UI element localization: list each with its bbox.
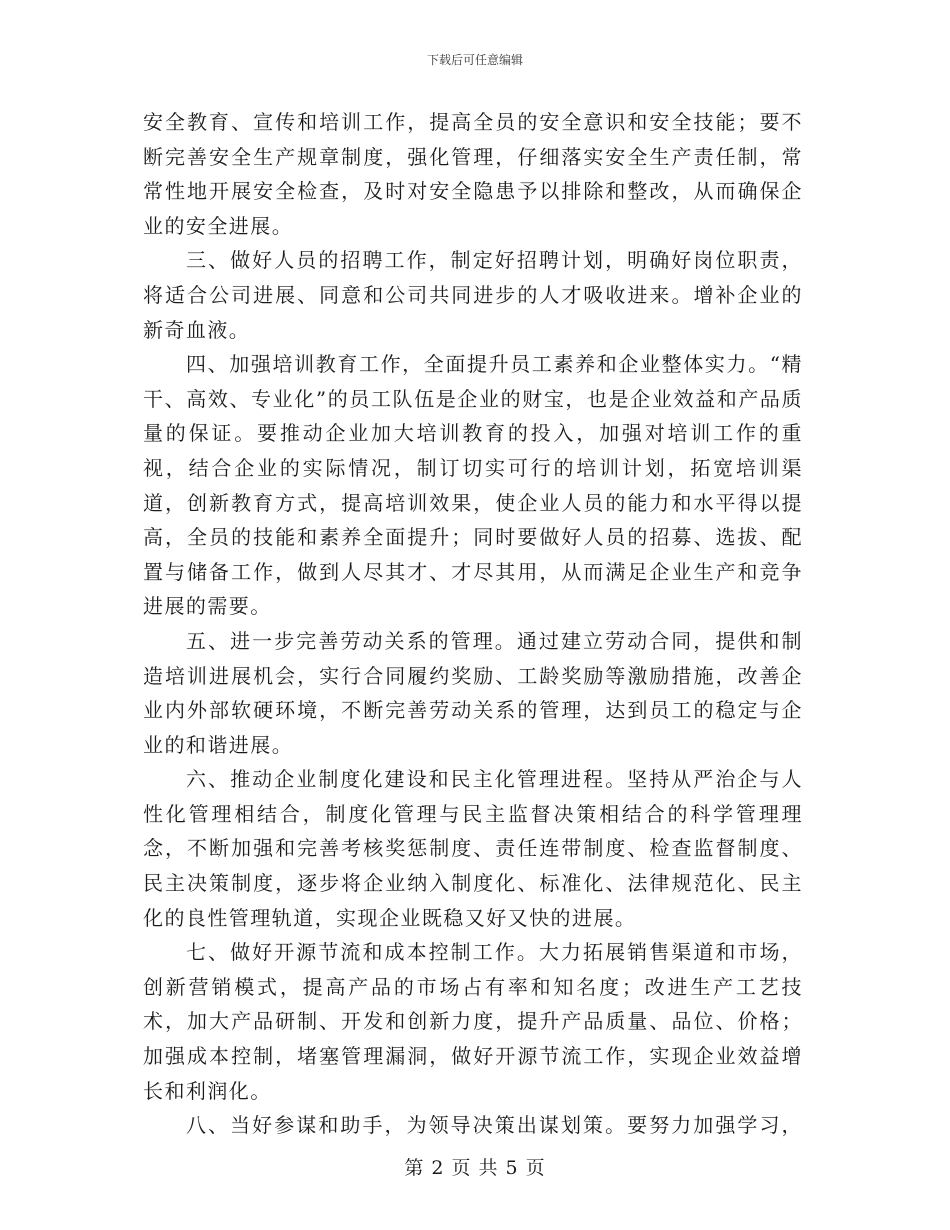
page-number: 第 2 页 共 5 页 bbox=[404, 1157, 546, 1179]
paragraph-training: 四、加强培训教育工作，全面提升员工素养和企业整体实力。“精干、高效、专业化”的员工队伍是企业的财宝，也是企业效益和产品质量的保证。要推动企业加大培训教育的投入，加强对培训工作的重视，结合企业的实际情况，制订切实可行的培训计划，拓宽培训渠道，创新教育方式，提高培训效果，使企业人员的能力和水平得以提高，全员的技能和素养全面提升；同时要做好人员的招募、选拔、配置与储备工作，做到人尽其才、才尽其用，从而满足企业生产和竞争进展的需要。 bbox=[143, 352, 803, 619]
paragraph-cost-control: 七、做好开源节流和成本控制工作。大力拓展销售渠道和市场，创新营销模式，提高产品的市场占有率和知名度；改进生产工艺技术，加大产品研制、开发和创新力度，提升产品质量、品位、价格；加强成本控制，堵塞管理漏洞，做好开源节流工作，实现企业效益增长和利润化。 bbox=[143, 940, 803, 1103]
paragraph-advisor: 八、当好参谋和助手，为领导决策出谋划策。要努力加强学习， bbox=[186, 1113, 803, 1138]
page-header: 下载后可任意编辑 bbox=[426, 53, 523, 67]
paragraph-recruitment: 三、做好人员的招聘工作，制定好招聘计划，明确好岗位职责，将适合公司进展、同意和公司共同进步的人才吸收进来。增补企业的新奇血液。 bbox=[143, 248, 803, 342]
paragraph-continued: 安全教育、宣传和培训工作，提高全员的安全意识和安全技能；要不断完善安全生产规章制度，强化管理，仔细落实安全生产责任制，常常性地开展安全检查，及时对安全隐患予以排除和整改，从而确保企业的安全进展。 bbox=[143, 110, 803, 238]
paragraph-labor-relations: 五、进一步完善劳动关系的管理。通过建立劳动合同，提供和制造培训进展机会，实行合同履约奖励、工龄奖励等激励措施，改善企业内外部软硬环境，不断完善劳动关系的管理，达到员工的稳定与企业的和谐进展。 bbox=[143, 628, 803, 757]
paragraph-institutionalization: 六、推动企业制度化建设和民主化管理进程。坚持从严治企与人性化管理相结合，制度化管理与民主监督决策相结合的科学管理理念，不断加强和完善考核奖惩制度、责任连带制度、检查监督制度、民主决策制度，逐步将企业纳入制度化、标准化、法律规范化、民主化的良性管理轨道，实现企业既稳又好又快的进展。 bbox=[143, 767, 803, 930]
document-body bbox=[143, 105, 803, 1145]
